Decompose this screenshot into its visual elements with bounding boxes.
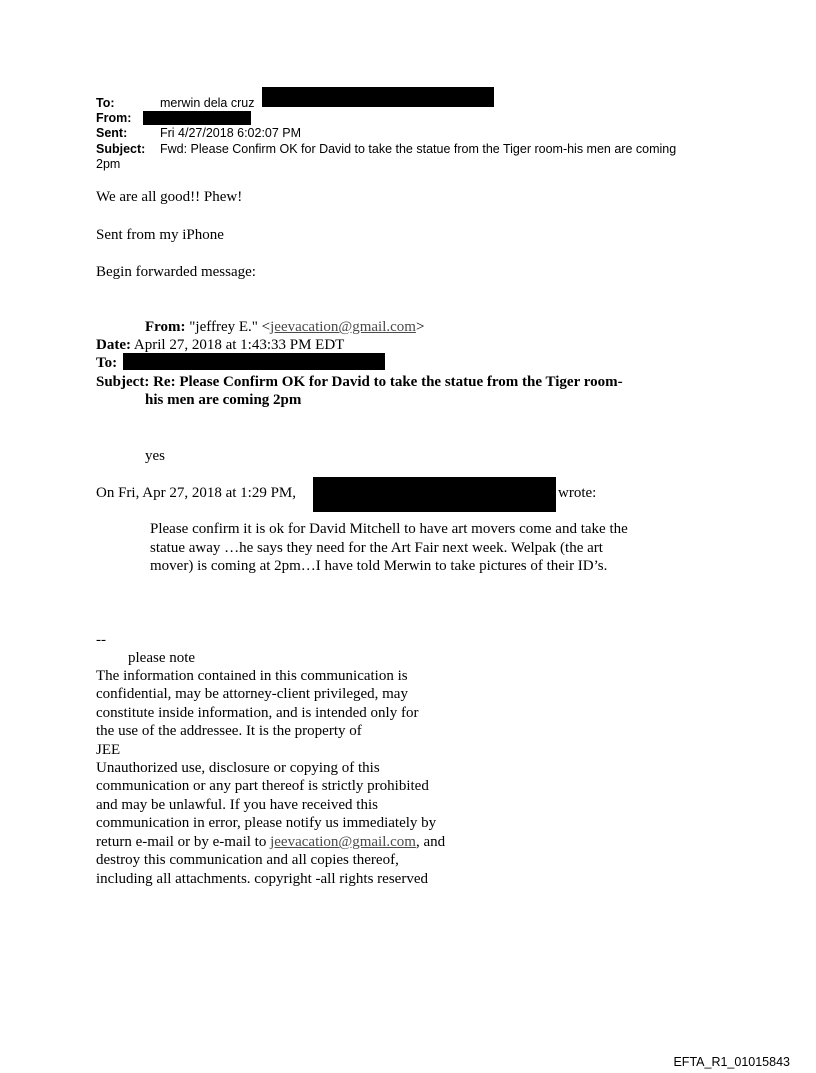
forward-notice: Begin forwarded message: bbox=[96, 264, 256, 280]
disclaimer-line: Unauthorized use, disclosure or copying of this bbox=[96, 760, 380, 776]
quoted-intro: On Fri, Apr 27, 2018 at 1:29 PM, bbox=[96, 485, 297, 501]
quoted-line: mover) is coming at 2pm…I have told Merwin to take pictures of their ID’s. bbox=[150, 558, 608, 574]
to-label: To: bbox=[96, 96, 115, 110]
sent-value: Fri 4/27/2018 6:02:07 PM bbox=[160, 126, 302, 140]
forwarded-from-label: From: bbox=[145, 319, 186, 335]
disclaimer-line: constitute inside information, and is intended only for bbox=[96, 705, 419, 721]
document-id: EFTA_R1_01015843 bbox=[673, 1055, 790, 1069]
signature-dashes: -- bbox=[96, 632, 106, 648]
disclaimer-line: and may be unlawful. If you have received this bbox=[96, 797, 378, 813]
forwarded-subject-value: Re: Please Confirm OK for David to take the statue from the Tiger room- bbox=[153, 374, 623, 390]
disclaimer-line: The information contained in this communication is bbox=[96, 668, 408, 684]
forwarded-subject-continued: his men are coming 2pm bbox=[145, 392, 302, 408]
redaction-bar bbox=[313, 477, 556, 512]
from-label: From: bbox=[96, 111, 132, 125]
forwarded-to-label: To: bbox=[96, 355, 118, 371]
forwarded-from-name: "jeffrey E." < bbox=[189, 319, 271, 335]
disclaimer-line: JEE bbox=[96, 742, 121, 758]
email-link[interactable]: jeevacation@gmail.com bbox=[270, 834, 416, 850]
disclaimer-line: destroy this communication and all copies thereof, bbox=[96, 852, 399, 868]
disclaimer-line: communication in error, please notify us immediately by bbox=[96, 815, 437, 831]
quoted-line: statue away …he says they need for the Art Fair next week. Welpak (the art bbox=[150, 540, 603, 556]
forwarded-subject-label: Subject: bbox=[96, 374, 150, 390]
disclaimer-email-line: return e-mail or by e-mail to jeevacation@gmail.com, and bbox=[96, 834, 446, 850]
reply-text: yes bbox=[145, 448, 165, 464]
email-link[interactable]: jeevacation@gmail.com bbox=[270, 319, 416, 335]
forwarded-date bbox=[96, 336, 344, 354]
redaction-bar bbox=[123, 353, 385, 370]
forwarded-from bbox=[145, 318, 424, 336]
redaction-bar bbox=[262, 87, 494, 107]
disclaimer-line: the use of the addressee. It is the property of bbox=[96, 723, 362, 739]
subject-value: Fwd: Please Confirm OK for David to take the statue from the Tiger room-his men are coming bbox=[160, 142, 677, 156]
disclaimer-line: communication or any part thereof is strictly prohibited bbox=[96, 778, 429, 794]
forwarded-from-close: > bbox=[415, 319, 425, 335]
disclaimer-line: including all attachments. copyright -all rights reserved bbox=[96, 871, 428, 887]
redaction-bar bbox=[143, 111, 251, 125]
subject-value-continued: 2pm bbox=[96, 157, 121, 171]
message-line: We are all good!! Phew! bbox=[96, 189, 243, 205]
quoted-intro-suffix: wrote: bbox=[558, 485, 597, 501]
forwarded-date-value: April 27, 2018 at 1:43:33 PM EDT bbox=[133, 337, 345, 353]
forwarded-date-label: Date: bbox=[96, 337, 131, 353]
sent-label: Sent: bbox=[96, 126, 128, 140]
to-value: merwin dela cruz bbox=[160, 96, 255, 110]
subject-label: Subject: bbox=[96, 142, 146, 156]
quoted-line: Please confirm it is ok for David Mitchell to have art movers come and take the bbox=[150, 521, 628, 537]
forwarded-to bbox=[96, 354, 117, 372]
signature-device: Sent from my iPhone bbox=[96, 227, 224, 243]
forwarded-subject bbox=[96, 373, 623, 391]
disclaimer-line: confidential, may be attorney-client privileged, may bbox=[96, 686, 408, 702]
signature-note: please note bbox=[128, 650, 196, 666]
